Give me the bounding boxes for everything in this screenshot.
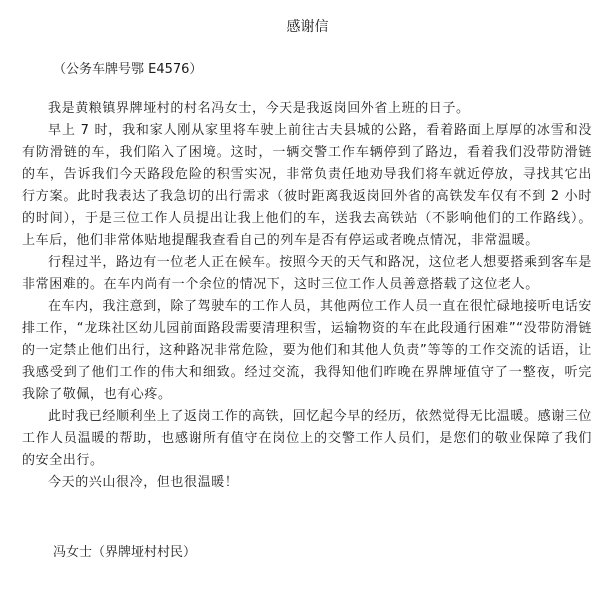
letter-title: 感谢信 (286, 19, 329, 35)
paragraph-closing: 今天的兴山很冷，但也很温暖！ (48, 475, 239, 490)
paragraph-morning: 早上 7 时，我和家人刚从家里将车驶上前往古夫县城的公路，看着路面上厚厚的冰雪和没有防滑链的车，我们陷入了困境。这时，一辆交警工作车辆停到了路边，看着我们没带防滑链的车，告诉我们今天路段危险的积雪实况，非常负责任地劝导我们将车就近停放，寻找其它出行方案。此时我表达了我急切的出行需求（彼时距离我返岗回外省的高铁发车仅有不到 2 小时的时间），于是三位工作人员提出让我上他们的车，送我去高铁站（不影响他们的工作路线）。上车后，他们非常体贴地提醒我查看自己的列车是否有停运或者晚点情况，非常温暖。 (22, 123, 592, 248)
paragraph-elderly: 行程过半，路边有一位老人正在候车。按照今天的天气和路况，这位老人想要搭乘到客车是非常困难的。在车内尚有一个余位的情况下，这时三位工作人员善意搭载了这位老人。 (22, 255, 593, 292)
paragraph-thanks: 此时我已经顺利坐上了返岗工作的高铁，回忆起今早的经历，依然觉得无比温暖。感谢三位工作人员温暖的帮助，也感谢所有值守在岗位上的交警工作人员们，是您们的敬业保障了我们的安全出行。 (22, 409, 593, 468)
letter-signature: 冯女士（界牌垭村村民） (53, 545, 197, 560)
vehicle-plate-line: （公务车牌号鄂 E4576） (53, 62, 203, 77)
paragraph-in-car: 在车内，我注意到，除了驾驶车的工作人员，其他两位工作人员一直在很忙碌地接听电话安排工作，“龙珠社区幼儿园前面路段需要清理积雪，运输物资的车在此段通行困难”“没带防滑链的一定禁止他们出行，这种路况非常危险，要为他们和其他人负责”等等的工作交流的话语，让我感受到了他们工作的伟大和细致。经过交流，我得知他们昨晚在界牌垭值守了一整夜，听完我除了敬佩，也有心疼。 (22, 299, 593, 402)
paragraph-intro: 我是黄粮镇界牌垭村的村名冯女士，今天是我返岗回外省上班的日子。 (48, 101, 470, 116)
letter-body (22, 98, 592, 494)
